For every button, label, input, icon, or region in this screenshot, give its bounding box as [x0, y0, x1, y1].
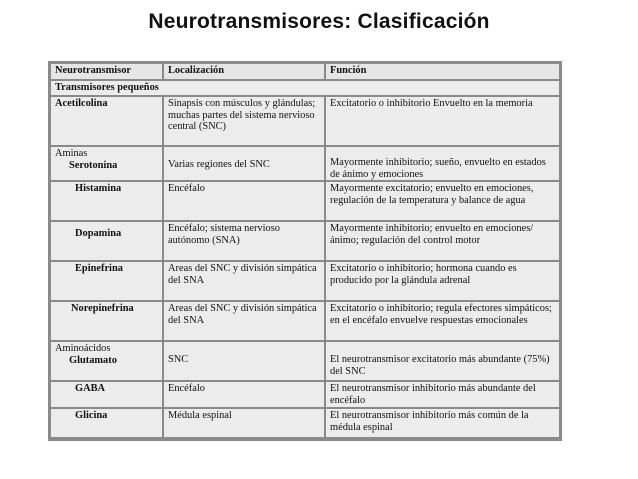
row-function: Mayormente inhibitorio; sueño, envuelto en estados de ánimo y emociones [326, 147, 559, 182]
row-neurotransmitter: Histamina [51, 182, 162, 222]
row-function: El neurotransmisor excitatorio más abundante (75%) del SNC [326, 342, 559, 382]
row-function: Excitatorio o inhibitorio; hormona cuando es producido por la glándula adrenal [326, 262, 559, 302]
row-function: Excitatorio o inhibitorio; regula efectores simpáticos; en el encéfalo envuelve respuestas emocionales [326, 302, 559, 342]
group-label: Aminoácidos [55, 343, 111, 355]
classification-table [48, 61, 562, 441]
row-neurotransmitter [51, 147, 162, 182]
neurotransmitter-name: Glutamato [69, 354, 117, 366]
row-neurotransmitter: Dopamina [51, 222, 162, 262]
row-neurotransmitter: Glicina [51, 409, 162, 439]
table-grid [51, 64, 559, 439]
row-location: Médula espinal [164, 409, 324, 439]
row-location: SNC [164, 342, 324, 382]
group-label: Aminas [55, 148, 88, 160]
row-function: El neurotransmisor inhibitorio más común de la médula espinal [326, 409, 559, 439]
row-location: Encéfalo [164, 182, 324, 222]
row-function: Mayormente inhibitorio; envuelto en emociones/ánimo; regulación del control motor [326, 222, 559, 262]
row-location: Encéfalo; sistema nervioso autónomo (SNA) [164, 222, 324, 262]
page-title: Neurotransmisores: Clasificación [148, 10, 490, 33]
row-location: Varias regiones del SNC [164, 147, 324, 182]
row-function: El neurotransmisor inhibitorio más abundante del encéfalo [326, 382, 559, 409]
row-neurotransmitter [51, 342, 162, 382]
row-location: Encéfalo [164, 382, 324, 409]
row-neurotransmitter: Norepinefrina [51, 302, 162, 342]
row-neurotransmitter: GABA [51, 382, 162, 409]
neurotransmitter-name: Serotonina [69, 159, 118, 171]
column-header-neurotransmitter: Neurotransmisor [51, 64, 162, 81]
row-function: Mayormente excitatorio; envuelto en emociones, regulación de la temperatura y balance de agua [326, 182, 559, 222]
column-header-function: Función [326, 64, 559, 81]
row-neurotransmitter: Acetilcolina [51, 97, 162, 147]
row-location: Areas del SNC y división simpática del SNA [164, 302, 324, 342]
row-location: Sinapsis con músculos y glándulas; muchas partes del sistema nervioso central (SNC) [164, 97, 324, 147]
row-function: Excitatorio o inhibitorio Envuelto en la memoria [326, 97, 559, 147]
row-location: Areas del SNC y división simpática del SNA [164, 262, 324, 302]
column-header-location: Localización [164, 64, 324, 81]
section-row: Transmisores pequeños [51, 81, 559, 98]
row-neurotransmitter: Epinefrina [51, 262, 162, 302]
